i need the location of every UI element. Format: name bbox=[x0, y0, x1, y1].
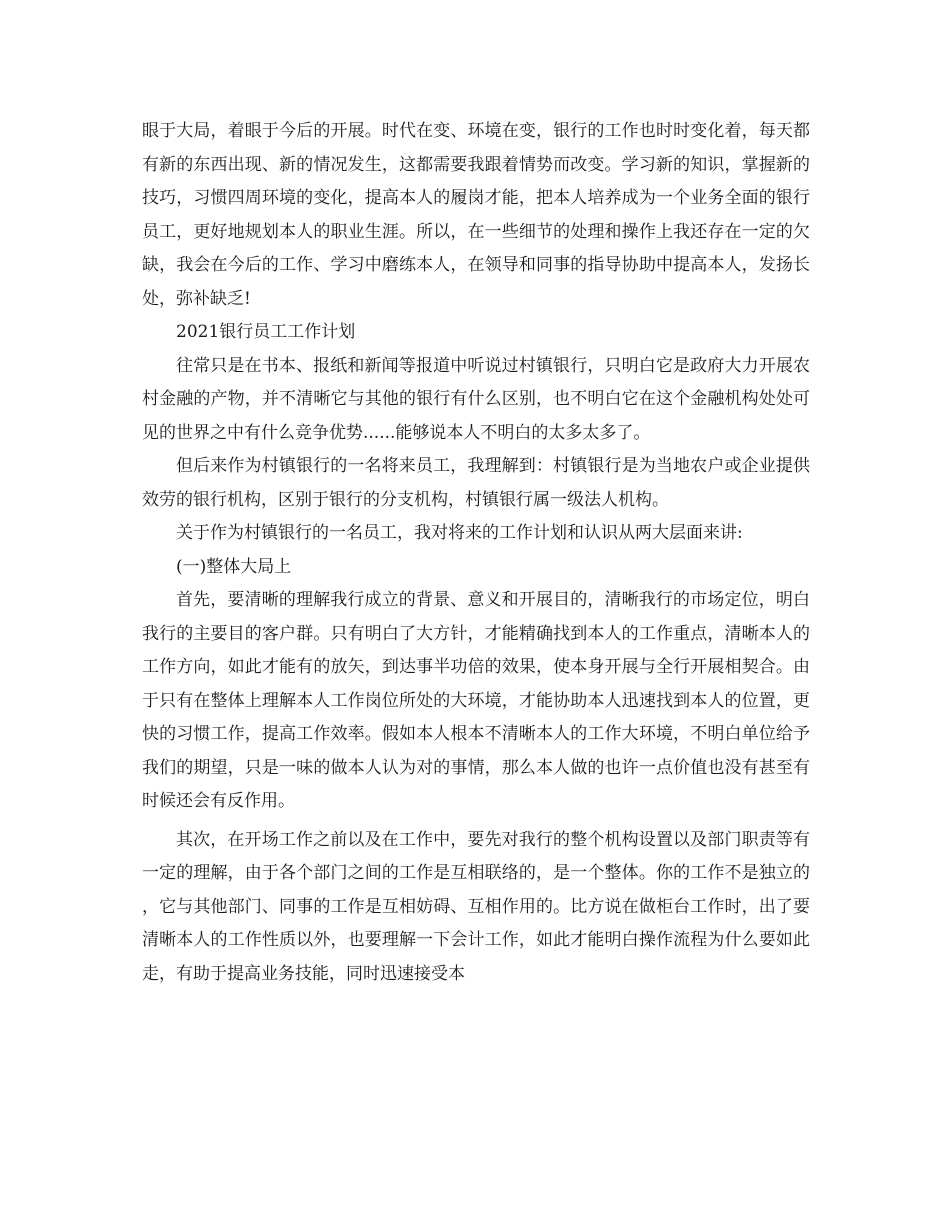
paragraph-plan-overview: 关于作为村镇银行的一名员工，我对将来的工作计划和认识从两大层面来讲: bbox=[176, 523, 743, 543]
section-title: 2021银行员工工作计划 bbox=[176, 322, 356, 342]
subsection-heading: (一)整体大局上 bbox=[176, 556, 292, 577]
paragraph-understanding: 但后来作为村镇银行的一名将来员工，我理解到：村镇银行是为当地农户或企业提供效劳的银行机构，区别于银行的分支机构，村镇银行属一级法人机构。 bbox=[142, 456, 810, 510]
paragraph-first: 首先，要清晰的理解我行成立的背景、意义和开展目的，清晰我行的市场定位，明白我行的主要目的客户群。只有明白了大方针，才能精确找到本人的工作重点，清晰本人的工作方向，如此才能有的放矢，到达事半功倍的效果，使本身开展与全行开展相契合。由于只有在整体上理解本人工作岗位所处的大环境，才能协助本人迅速找到本人的位置，更快的习惯工作，提高工作效率。假如本人根本不清晰本人的工作大环境，不明白单位给予我们的期望，只是一味的做本人认为对的事情，那么本人做的也许一点价值也没有甚至有时候还会有反作用。 bbox=[142, 590, 810, 811]
paragraph-intro: 往常只是在书本、报纸和新闻等报道中听说过村镇银行，只明白它是政府大力开展农村金融的产物，并不清晰它与其他的银行有什么区别，也不明白它在这个金融机构处处可见的世界之中有什么竞争优势......能够说本人不明白的太多太多了。 bbox=[142, 355, 810, 443]
paragraph-second: 其次，在开场工作之前以及在工作中，要先对我行的整个机构设置以及部门职责等有一定的理解，由于各个部门之间的工作是互相联络的，是一个整体。你的工作不是独立的，它与其他部门、同事的工作是互相妨碍、互相作用的。比方说在做柜台工作时，出了要清晰本人的工作性质以外，也要理解一下会计工作，如此才能明白操作流程为什么要如此走，有助于提高业务技能，同时迅速接受本 bbox=[142, 829, 810, 984]
document-body bbox=[142, 115, 810, 991]
paragraph-continuation: 眼于大局，着眼于今后的开展。时代在变、环境在变，银行的工作也时时变化着，每天都有新的东西出现、新的情况发生，这都需要我跟着情势而改变。学习新的知识，掌握新的技巧，习惯四周环境的变化，提高本人的履岗才能，把本人培养成为一个业务全面的银行员工，更好地规划本人的职业生涯。所以，在一些细节的处理和操作上我还存在一定的欠缺，我会在今后的工作、学习中磨练本人，在领导和同事的指导协助中提高本人，发扬长处，弥补缺乏! bbox=[142, 121, 810, 309]
